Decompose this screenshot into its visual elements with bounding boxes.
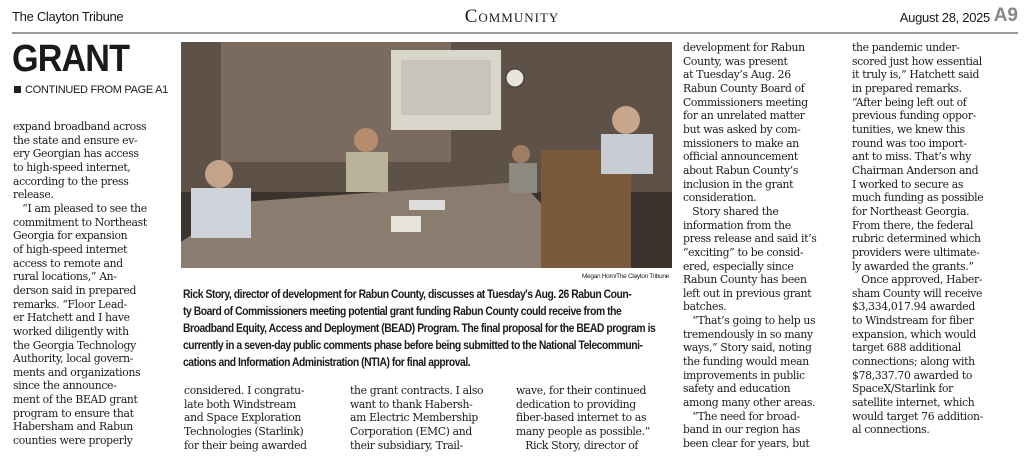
text-line: to high-speed internet,	[13, 159, 131, 174]
text-line: ered, especially since	[683, 258, 794, 273]
text-line: release.	[13, 187, 54, 202]
text-line: batches.	[683, 299, 727, 314]
headline: GRANT	[12, 38, 130, 80]
column-2b	[350, 384, 493, 452]
section-title: Community	[464, 6, 560, 27]
text-line: dedication to providing	[516, 396, 636, 411]
text-line: safety and education	[683, 381, 791, 396]
text-line: Technologies (Starlink)	[184, 423, 304, 438]
text-line: Chairman Anderson and	[852, 162, 979, 177]
text-line: I worked to secure as	[852, 176, 964, 191]
text-line: their subsidiary, Trail-	[350, 437, 464, 452]
text-line: SpaceX/Starlink for	[852, 381, 954, 396]
text-line: it truly is,” Hatchett said	[852, 67, 980, 82]
text-line: commitment to Northeast	[13, 214, 147, 229]
text-line: Story shared the	[683, 203, 779, 218]
text-line: missioners to make an	[683, 135, 799, 150]
text-line: the state and ensure ev-	[13, 132, 138, 147]
text-line: ery Georgian has access	[13, 146, 139, 161]
text-line: rubric determined which	[852, 231, 981, 246]
text-line: ment of the BEAD grant	[13, 392, 138, 407]
text-line: expand broadband across	[13, 119, 147, 133]
text-line: remarks. “Floor Lead-	[13, 296, 127, 311]
text-line: much funding as possible	[852, 190, 984, 205]
text-line: derson said in prepared	[13, 282, 137, 297]
text-line: about Rabun County’s	[683, 162, 799, 177]
text-line: “After being left out of	[852, 94, 967, 109]
text-line: Rabun County has been	[683, 272, 807, 287]
text-line: County, was present	[683, 53, 788, 68]
continued-line	[14, 84, 168, 96]
photo-credit: Megan Horn/The Clayton Tribune	[581, 273, 669, 280]
text-line: but was asked by com-	[683, 121, 801, 136]
text-line: “I am pleased to see the	[13, 200, 147, 215]
text-line: for their being awarded	[184, 437, 307, 452]
text-line: round was too import-	[852, 135, 967, 150]
text-line: official announcement	[683, 149, 798, 164]
text-line: $3,334,017.94 awarded	[852, 299, 975, 314]
caption-line: ty Board of Commissioners meeting potential grant funding Rabun County could receive from the	[183, 306, 622, 318]
column-2a	[184, 384, 316, 452]
text-line: Habersham and Rabun	[13, 419, 133, 434]
text-line: press release and said it’s	[683, 231, 817, 246]
photo-illustration	[181, 42, 672, 268]
text-line: worked diligently with	[13, 323, 129, 338]
text-line: access to remote and	[13, 255, 123, 270]
text-line: am Electric Membership	[350, 410, 478, 425]
text-line: Rick Story, director of	[516, 437, 639, 452]
text-line: rural locations,” An-	[13, 269, 117, 284]
text-line: al connections.	[852, 422, 930, 437]
text-line: in prepared remarks.	[852, 80, 962, 95]
text-line: wave, for their continued	[516, 383, 647, 397]
text-line: Once approved, Haber-	[852, 272, 983, 287]
text-line: among many other areas.	[683, 395, 816, 410]
text-line: would target 76 addition-	[852, 408, 983, 423]
caption-line: Rick Story, director of development for Rabun County, discusses at Tuesday's Aug. 26 Rabun Coun-	[183, 289, 632, 301]
text-line: sham County will receive	[852, 285, 983, 300]
caption-line: Broadband Equity, Access and Deployment (BEAD) Program. The final proposal for the BEAD program is	[183, 323, 656, 335]
text-line: fiber-based internet to as	[516, 410, 647, 425]
text-line: previous funding oppor-	[852, 108, 976, 123]
text-line: information from the	[683, 217, 791, 232]
text-line: counties were properly	[13, 433, 133, 448]
text-line: the funding would mean	[683, 354, 809, 369]
text-line: band in our region has	[683, 422, 800, 437]
text-line: inclusion in the grant	[683, 176, 794, 191]
text-line: “The need for broad-	[683, 408, 800, 423]
text-line: many people as possible.”	[516, 423, 650, 438]
text-line: consideration.	[683, 190, 757, 205]
text-line: for Northeast Georgia.	[852, 203, 970, 218]
text-line: according to the press	[13, 173, 129, 188]
text-line: been clear for years, but	[683, 436, 810, 451]
text-line: “That’s going to help us	[683, 313, 816, 328]
wall-clock	[506, 69, 524, 87]
caption-line: cations and Information Administration (NTIA) for final approval.	[183, 357, 471, 369]
text-line: ly awarded the grants.”	[852, 258, 974, 273]
text-line: tunities, we knew this	[852, 121, 965, 136]
column-3	[683, 41, 827, 451]
text-line: “exciting” to be consid-	[683, 244, 804, 259]
text-line: of high-speed internet	[13, 241, 128, 256]
text-line: ant to miss. That’s why	[852, 149, 972, 164]
text-line: for an unrelated matter	[683, 108, 805, 123]
text-line: tremendously in so many	[683, 326, 813, 341]
text-line: Rabun County Board of	[683, 80, 805, 95]
column-4	[852, 41, 993, 437]
text-line: Commissioners meeting	[683, 94, 808, 109]
text-line: the Georgia Technology	[13, 337, 136, 352]
text-line: late both Windstream	[184, 396, 296, 411]
text-line: Corporation (EMC) and	[350, 423, 472, 438]
square-bullet-icon	[14, 86, 21, 93]
column-2c	[516, 384, 660, 452]
text-line: target 688 additional	[852, 340, 961, 355]
text-line: Authority, local govern-	[13, 351, 134, 366]
text-line: and Space Exploration	[184, 410, 302, 425]
continued-label: CONTINUED FROM PAGE A1	[25, 84, 168, 96]
text-line: satellite internet, which	[852, 395, 975, 410]
text-line: improvements in public	[683, 367, 805, 382]
text-line: ways,” Story said, noting	[683, 340, 812, 355]
text-line: the grant contracts. I also	[350, 383, 484, 397]
text-line: the pandemic under-	[852, 40, 960, 54]
text-line: considered. I congratu-	[184, 383, 305, 397]
text-line: expansion, which would	[852, 326, 976, 341]
text-line: at Tuesday’s Aug. 26	[683, 67, 791, 82]
text-line: development for Rabun	[683, 40, 805, 54]
column-1	[13, 120, 157, 448]
issue-date: August 28, 2025	[899, 10, 990, 25]
text-line: scored just how essential	[852, 53, 982, 68]
text-line: ments and organizations	[13, 364, 141, 379]
text-line: er Hatchett and I have	[13, 310, 130, 325]
text-line: program to ensure that	[13, 405, 134, 420]
text-line: $78,337.70 awarded to	[852, 367, 973, 382]
text-line: Georgia for expansion	[13, 228, 128, 243]
text-line: left out in previous grant	[683, 285, 812, 300]
text-line: connections; along with	[852, 354, 975, 369]
text-line: From there, the federal	[852, 217, 974, 232]
page-number: A9	[993, 5, 1018, 26]
meeting-photo	[181, 42, 672, 268]
photo-caption	[183, 287, 708, 372]
text-line: providers were ultimate-	[852, 244, 980, 259]
caption-line: currently in a seven-day public comments phase before being submitted to the National Telecommuni-	[183, 340, 643, 352]
text-line: since the announce-	[13, 378, 117, 393]
header-rule	[12, 32, 1018, 34]
newspaper-name: The Clayton Tribune	[12, 9, 124, 24]
text-line: want to thank Habersh-	[350, 396, 473, 411]
text-line: to Windstream for fiber	[852, 313, 974, 328]
